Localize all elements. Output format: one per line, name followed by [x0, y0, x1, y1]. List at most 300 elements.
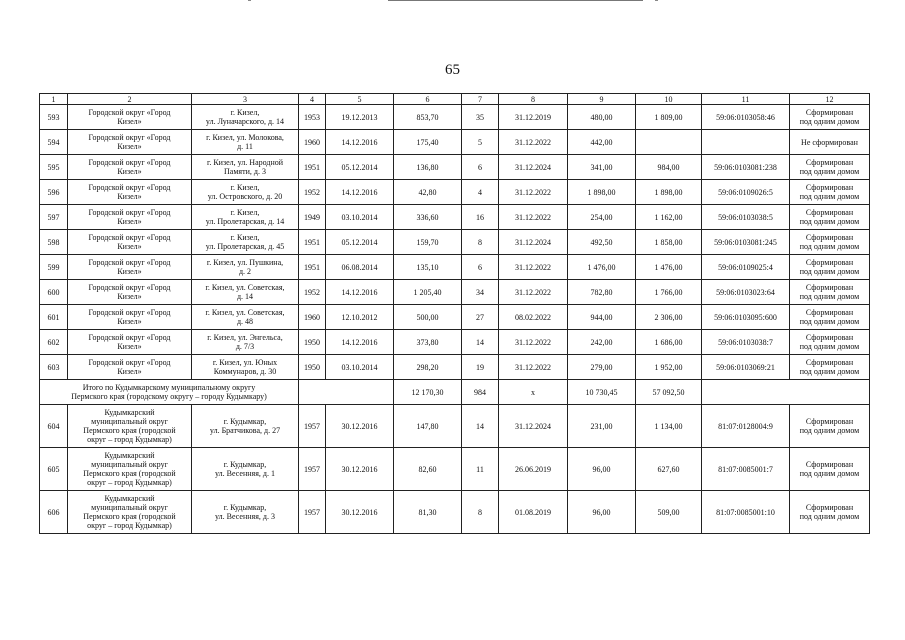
table-body: [40, 94, 870, 534]
build-year-cell: 1952: [299, 180, 326, 205]
status-cell-line: Сформирован: [805, 258, 854, 267]
owner-cell: [68, 180, 192, 205]
table-row: [40, 280, 870, 305]
status-cell-line: Сформирован: [805, 283, 854, 292]
build-year-cell: 1960: [299, 305, 326, 330]
owner-cell: [68, 105, 192, 130]
build-year-cell: 1957: [299, 491, 326, 534]
cadastral-number-cell: 59:06:0109026:5: [702, 180, 790, 205]
address-cell-line: д. 2: [238, 267, 252, 276]
status-cell-line: Сформирован: [805, 158, 854, 167]
owner-cell: [68, 405, 192, 448]
owner-cell: [68, 355, 192, 380]
recognition-date-cell: 30.12.2016: [326, 448, 394, 491]
status-cell-line: под одним домом: [799, 117, 860, 126]
deadline-cell: 31.12.2022: [499, 255, 568, 280]
cadastral-number-cell: 59:06:0103081:245: [702, 230, 790, 255]
address-cell-line: д. 14: [236, 292, 254, 301]
status-cell-line: под одним домом: [799, 367, 860, 376]
area-cell: 159,70: [394, 230, 462, 255]
column-number-cell: 9: [568, 94, 636, 105]
deadline-cell: 31.12.2022: [499, 355, 568, 380]
deadline-cell: 31.12.2022: [499, 180, 568, 205]
table-row: [40, 305, 870, 330]
deadline-cell: 31.12.2022: [499, 130, 568, 155]
land-area-cell: 341,00: [568, 155, 636, 180]
owner-cell-line: Кизел»: [117, 117, 142, 126]
address-cell-line: ул. Братчикова, д. 27: [209, 426, 281, 435]
row-number: 597: [40, 205, 68, 230]
recognition-date-cell: 03.10.2014: [326, 205, 394, 230]
address-cell-line: ул. Весенняя, д. 1: [215, 469, 275, 478]
cost-cell: 1 952,00: [636, 355, 702, 380]
recognition-date-cell: 30.12.2016: [326, 405, 394, 448]
residents-cell: 6: [462, 255, 499, 280]
empty-cell: [702, 380, 870, 405]
cost-cell: 1 686,00: [636, 330, 702, 355]
address-cell-line: Коммунаров, д. 30: [213, 367, 277, 376]
cost-cell: 627,60: [636, 448, 702, 491]
cadastral-number-cell: 59:06:0103038:5: [702, 205, 790, 230]
status-cell-line: под одним домом: [799, 512, 860, 521]
deadline-cell: 01.08.2019: [499, 491, 568, 534]
land-area-cell: 782,80: [568, 280, 636, 305]
column-number-cell: 10: [636, 94, 702, 105]
owner-cell-line: округ – город Кудымкар): [87, 478, 172, 487]
row-number: 594: [40, 130, 68, 155]
address-cell-line: г. Кизел, ул. Советская,: [205, 308, 285, 317]
status-cell: [790, 105, 870, 130]
recognition-date-cell: 14.12.2016: [326, 280, 394, 305]
recognition-date-cell: 05.12.2014: [326, 155, 394, 180]
cost-cell: 509,00: [636, 491, 702, 534]
owner-cell-line: Кизел»: [117, 142, 142, 151]
address-cell: [192, 491, 299, 534]
status-cell-line: Сформирован: [805, 333, 854, 342]
build-year-cell: 1957: [299, 448, 326, 491]
owner-cell-line: Кудымкарский: [104, 451, 155, 460]
address-cell-line: ул. Пролетарская, д. 14: [205, 217, 285, 226]
residents-cell: 14: [462, 330, 499, 355]
area-cell: 373,80: [394, 330, 462, 355]
status-cell-line: Сформирован: [805, 460, 854, 469]
row-number: 602: [40, 330, 68, 355]
cadastral-number-cell: 59:06:0103095:600: [702, 305, 790, 330]
owner-cell-line: Городской округ «Город: [88, 158, 171, 167]
owner-cell-line: Городской округ «Город: [88, 233, 171, 242]
column-number-cell: 3: [192, 94, 299, 105]
row-number: 599: [40, 255, 68, 280]
row-number: 593: [40, 105, 68, 130]
cost-cell: 2 306,00: [636, 305, 702, 330]
owner-cell-line: Городской округ «Город: [88, 208, 171, 217]
recognition-date-cell: 14.12.2016: [326, 130, 394, 155]
table-row: [40, 130, 870, 155]
owner-cell-line: Городской округ «Город: [88, 358, 171, 367]
owner-cell-line: Кизел»: [117, 342, 142, 351]
land-area-cell: 944,00: [568, 305, 636, 330]
deadline-cell: 31.12.2022: [499, 330, 568, 355]
owner-cell: [68, 255, 192, 280]
cadastral-number-cell: 59:06:0103058:46: [702, 105, 790, 130]
total-label-line: Итого по Кудымкарскому муниципальному округу: [82, 383, 256, 392]
area-cell: 147,80: [394, 405, 462, 448]
status-cell-line: под одним домом: [799, 317, 860, 326]
recognition-date-cell: 19.12.2013: [326, 105, 394, 130]
owner-cell-line: округ – город Кудымкар): [87, 521, 172, 530]
area-cell: 136,80: [394, 155, 462, 180]
owner-cell: [68, 305, 192, 330]
table-row: [40, 405, 870, 448]
address-cell-line: д. 48: [236, 317, 254, 326]
owner-cell: [68, 230, 192, 255]
address-cell: [192, 180, 299, 205]
address-cell-line: ул. Островского, д. 20: [207, 192, 283, 201]
area-cell: 336,60: [394, 205, 462, 230]
owner-cell-line: муниципальный округ: [91, 460, 168, 469]
column-number-row: [40, 94, 870, 105]
residents-cell: 35: [462, 105, 499, 130]
status-cell-line: Сформирован: [805, 208, 854, 217]
build-year-cell: 1949: [299, 205, 326, 230]
deadline-cell: 31.12.2022: [499, 280, 568, 305]
residents-cell: 34: [462, 280, 499, 305]
status-cell: [790, 491, 870, 534]
empty-cell: [299, 380, 394, 405]
column-number-cell: 6: [394, 94, 462, 105]
owner-cell-line: муниципальный округ: [91, 503, 168, 512]
status-cell: [790, 405, 870, 448]
owner-cell: [68, 330, 192, 355]
total-label-line: Пермского края (городскому округу – городу Кудымкару): [71, 392, 267, 401]
address-cell-line: г. Кизел,: [230, 233, 260, 242]
top-edge-mark: [655, 0, 658, 1]
area-cell: 42,80: [394, 180, 462, 205]
status-cell-line: под одним домом: [799, 469, 860, 478]
table-row: [40, 105, 870, 130]
column-number-cell: 1: [40, 94, 68, 105]
recognition-date-cell: 14.12.2016: [326, 180, 394, 205]
table-row: [40, 230, 870, 255]
residents-cell: 11: [462, 448, 499, 491]
land-area-cell: 492,50: [568, 230, 636, 255]
status-cell: [790, 448, 870, 491]
row-number: 604: [40, 405, 68, 448]
residents-cell: 4: [462, 180, 499, 205]
owner-cell-line: Городской округ «Город: [88, 133, 171, 142]
status-cell: [790, 280, 870, 305]
owner-cell: [68, 280, 192, 305]
owner-cell-line: Кизел»: [117, 217, 142, 226]
address-cell: [192, 230, 299, 255]
recognition-date-cell: 14.12.2016: [326, 330, 394, 355]
page-number: 65: [445, 62, 460, 78]
cost-cell: 1 476,00: [636, 255, 702, 280]
status-cell-line: Сформирован: [805, 183, 854, 192]
address-cell-line: ул. Луначарского, д. 14: [205, 117, 285, 126]
address-cell: [192, 405, 299, 448]
row-number: 596: [40, 180, 68, 205]
deadline-cell: 31.12.2024: [499, 230, 568, 255]
status-cell-line: под одним домом: [799, 342, 860, 351]
area-cell: 175,40: [394, 130, 462, 155]
land-area-cell: 1 476,00: [568, 255, 636, 280]
address-cell-line: д. 11: [237, 142, 253, 151]
land-area-cell: 242,00: [568, 330, 636, 355]
status-cell-line: под одним домом: [799, 217, 860, 226]
status-cell-line: под одним домом: [799, 267, 860, 276]
build-year-cell: 1950: [299, 355, 326, 380]
recognition-date-cell: 05.12.2014: [326, 230, 394, 255]
cadastral-number-cell: 81:07:0085001:10: [702, 491, 790, 534]
status-cell: [790, 305, 870, 330]
status-cell-line: Сформирован: [805, 358, 854, 367]
address-cell-line: г. Кизел,: [230, 183, 260, 192]
area-cell: 1 205,40: [394, 280, 462, 305]
table-row: [40, 180, 870, 205]
cost-cell: 1 162,00: [636, 205, 702, 230]
owner-cell: [68, 205, 192, 230]
owner-cell: [68, 491, 192, 534]
owner-cell-line: Кизел»: [117, 192, 142, 201]
area-cell: 82,60: [394, 448, 462, 491]
land-area-cell: 480,00: [568, 105, 636, 130]
recognition-date-cell: 30.12.2016: [326, 491, 394, 534]
land-area-cell: 231,00: [568, 405, 636, 448]
land-area-cell: 442,00: [568, 130, 636, 155]
total-residents: 984: [462, 380, 499, 405]
land-area-cell: 279,00: [568, 355, 636, 380]
owner-cell-line: Пермского края (городской: [83, 426, 176, 435]
owner-cell-line: муниципальный округ: [91, 417, 168, 426]
owner-cell-line: Городской округ «Город: [88, 108, 171, 117]
total-row: [40, 380, 870, 405]
owner-cell: [68, 130, 192, 155]
table-row: [40, 491, 870, 534]
cost-cell: 1 766,00: [636, 280, 702, 305]
status-cell: [790, 230, 870, 255]
owner-cell: [68, 448, 192, 491]
owner-cell-line: Пермского края (городской: [83, 512, 176, 521]
cost-cell: 1 898,00: [636, 180, 702, 205]
status-cell-line: под одним домом: [799, 192, 860, 201]
cadastral-number-cell: 59:06:0103081:238: [702, 155, 790, 180]
residents-cell: 27: [462, 305, 499, 330]
recognition-date-cell: 03.10.2014: [326, 355, 394, 380]
status-cell-line: под одним домом: [799, 426, 860, 435]
top-edge-rule: [388, 0, 643, 1]
area-cell: 500,00: [394, 305, 462, 330]
column-number-cell: 8: [499, 94, 568, 105]
build-year-cell: 1953: [299, 105, 326, 130]
owner-cell: [68, 155, 192, 180]
table-row: [40, 205, 870, 230]
status-cell: [790, 180, 870, 205]
build-year-cell: 1950: [299, 330, 326, 355]
address-cell-line: ул. Весенняя, д. 3: [215, 512, 275, 521]
status-cell-line: Сформирован: [805, 417, 854, 426]
cadastral-number-cell: 59:06:0103023:64: [702, 280, 790, 305]
column-number-cell: 5: [326, 94, 394, 105]
total-area: 12 170,30: [394, 380, 462, 405]
owner-cell-line: Городской округ «Город: [88, 183, 171, 192]
recognition-date-cell: 06.08.2014: [326, 255, 394, 280]
table-row: [40, 330, 870, 355]
owner-cell-line: Кизел»: [117, 267, 142, 276]
address-cell: [192, 330, 299, 355]
owner-cell-line: Городской округ «Город: [88, 283, 171, 292]
status-cell: [790, 255, 870, 280]
status-cell-line: под одним домом: [799, 167, 860, 176]
build-year-cell: 1951: [299, 255, 326, 280]
cadastral-number-cell: 59:06:0103038:7: [702, 330, 790, 355]
status-cell: [790, 355, 870, 380]
address-cell-line: г. Кизел, ул. Советская,: [205, 283, 285, 292]
residents-cell: 14: [462, 405, 499, 448]
status-cell: [790, 130, 870, 155]
status-cell: [790, 205, 870, 230]
address-cell-line: г. Кизел, ул. Пушкина,: [206, 258, 284, 267]
status-cell-line: Не сформирован: [801, 137, 858, 147]
owner-cell-line: Пермского края (городской: [83, 469, 176, 478]
total-deadline: х: [499, 380, 568, 405]
build-year-cell: 1957: [299, 405, 326, 448]
owner-cell-line: Кизел»: [117, 367, 142, 376]
address-cell: [192, 448, 299, 491]
deadline-cell: 31.12.2024: [499, 405, 568, 448]
top-edge-mark: [248, 0, 251, 1]
owner-cell-line: Кизел»: [117, 167, 142, 176]
deadline-cell: 31.12.2019: [499, 105, 568, 130]
land-area-cell: 1 898,00: [568, 180, 636, 205]
total-land-area: 10 730,45: [568, 380, 636, 405]
status-cell-line: Сформирован: [805, 308, 854, 317]
cost-cell: [636, 130, 702, 155]
status-cell-line: под одним домом: [799, 242, 860, 251]
total-cost: 57 092,50: [636, 380, 702, 405]
table-row: [40, 255, 870, 280]
address-cell-line: г. Кизел, ул. Народной: [206, 158, 284, 167]
owner-cell-line: Кудымкарский: [104, 494, 155, 503]
row-number: 601: [40, 305, 68, 330]
deadline-cell: 26.06.2019: [499, 448, 568, 491]
status-cell-line: под одним домом: [799, 292, 860, 301]
total-label: [40, 380, 299, 405]
address-cell-line: г. Кизел,: [230, 108, 260, 117]
table-row: [40, 448, 870, 491]
cadastral-number-cell: [702, 130, 790, 155]
cadastral-number-cell: 81:07:0085001:7: [702, 448, 790, 491]
deadline-cell: 31.12.2024: [499, 155, 568, 180]
cadastral-number-cell: 59:06:0103069:21: [702, 355, 790, 380]
owner-cell-line: округ – город Кудымкар): [87, 435, 172, 444]
residents-cell: 8: [462, 230, 499, 255]
area-cell: 298,20: [394, 355, 462, 380]
column-number-cell: 11: [702, 94, 790, 105]
build-year-cell: 1952: [299, 280, 326, 305]
deadline-cell: 08.02.2022: [499, 305, 568, 330]
row-number: 595: [40, 155, 68, 180]
recognition-date-cell: 12.10.2012: [326, 305, 394, 330]
row-number: 603: [40, 355, 68, 380]
address-cell-line: г. Кизел, ул. Энгельса,: [207, 333, 283, 342]
deadline-cell: 31.12.2022: [499, 205, 568, 230]
address-cell: [192, 130, 299, 155]
row-number: 606: [40, 491, 68, 534]
address-cell-line: г. Кудымкар,: [223, 417, 267, 426]
residents-cell: 16: [462, 205, 499, 230]
address-cell: [192, 280, 299, 305]
status-cell: [790, 330, 870, 355]
land-area-cell: 254,00: [568, 205, 636, 230]
residents-cell: 5: [462, 130, 499, 155]
cost-cell: 1 858,00: [636, 230, 702, 255]
address-cell: [192, 305, 299, 330]
address-cell-line: г. Кизел,: [230, 208, 260, 217]
address-cell: [192, 355, 299, 380]
address-cell-line: Памяти, д. 3: [224, 167, 266, 176]
address-cell-line: г. Кудымкар,: [223, 503, 267, 512]
address-cell: [192, 105, 299, 130]
cost-cell: 1 134,00: [636, 405, 702, 448]
row-number: 605: [40, 448, 68, 491]
cost-cell: 984,00: [636, 155, 702, 180]
cost-cell: 1 809,00: [636, 105, 702, 130]
table-row: [40, 155, 870, 180]
status-cell-line: Сформирован: [805, 503, 854, 512]
cadastral-number-cell: 59:06:0109025:4: [702, 255, 790, 280]
address-cell-line: г. Кизел, ул. Молокова,: [206, 133, 284, 142]
column-number-cell: 2: [68, 94, 192, 105]
residents-cell: 6: [462, 155, 499, 180]
column-number-cell: 12: [790, 94, 870, 105]
owner-cell-line: Городской округ «Город: [88, 258, 171, 267]
owner-cell-line: Городской округ «Город: [88, 308, 171, 317]
owner-cell-line: Кизел»: [117, 242, 142, 251]
residents-cell: 19: [462, 355, 499, 380]
owner-cell-line: Кизел»: [117, 317, 142, 326]
column-number-cell: 7: [462, 94, 499, 105]
address-cell: [192, 255, 299, 280]
owner-cell-line: Городской округ «Город: [88, 333, 171, 342]
table-row: [40, 355, 870, 380]
address-cell-line: д. 7/3: [235, 342, 255, 351]
address-cell-line: г. Кизел, ул. Юных: [212, 358, 278, 367]
land-area-cell: 96,00: [568, 491, 636, 534]
owner-cell-line: Кудымкарский: [104, 408, 155, 417]
address-cell: [192, 205, 299, 230]
build-year-cell: 1951: [299, 155, 326, 180]
residents-cell: 8: [462, 491, 499, 534]
build-year-cell: 1951: [299, 230, 326, 255]
area-cell: 135,10: [394, 255, 462, 280]
address-cell-line: г. Кудымкар,: [223, 460, 267, 469]
address-cell-line: ул. Пролетарская, д. 45: [205, 242, 285, 251]
status-cell-line: Сформирован: [805, 233, 854, 242]
land-area-cell: 96,00: [568, 448, 636, 491]
status-cell: [790, 155, 870, 180]
row-number: 600: [40, 280, 68, 305]
column-number-cell: 4: [299, 94, 326, 105]
housing-register-table: [39, 93, 870, 534]
owner-cell-line: Кизел»: [117, 292, 142, 301]
row-number: 598: [40, 230, 68, 255]
cadastral-number-cell: 81:07:0128004:9: [702, 405, 790, 448]
address-cell: [192, 155, 299, 180]
status-cell-line: Сформирован: [805, 108, 854, 117]
area-cell: 853,70: [394, 105, 462, 130]
build-year-cell: 1960: [299, 130, 326, 155]
